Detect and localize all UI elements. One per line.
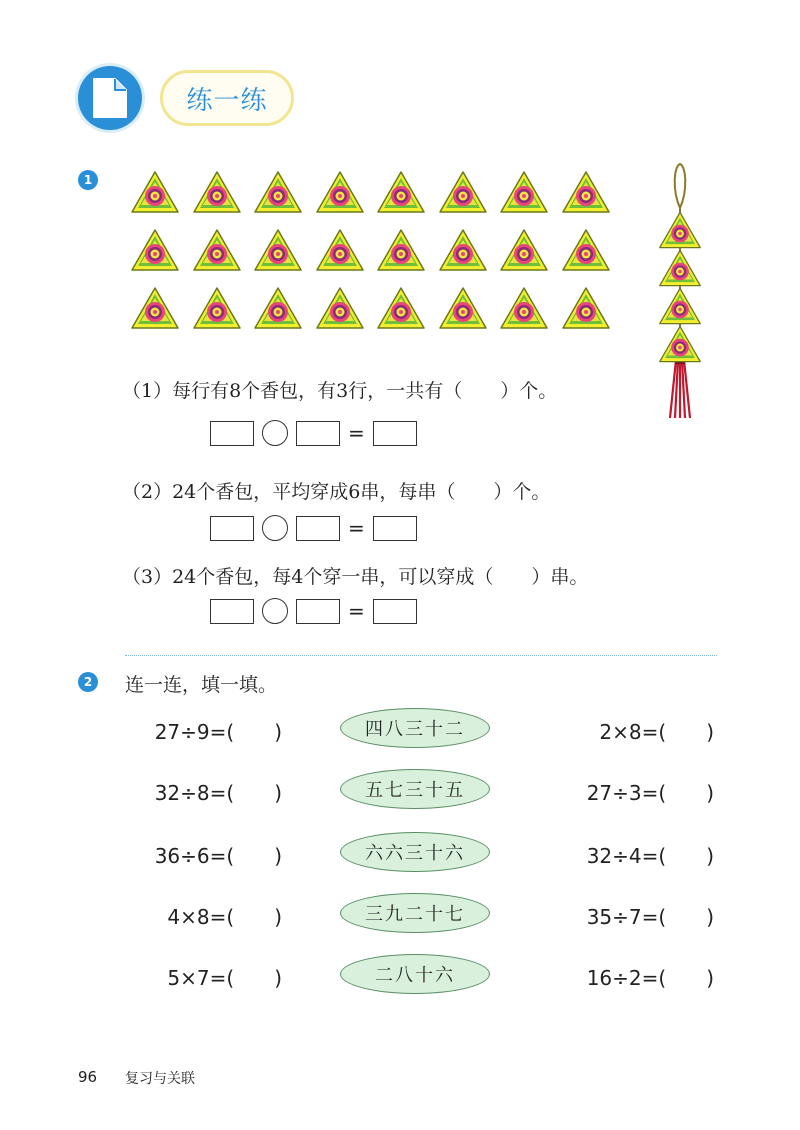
operator-circle[interactable]: [262, 420, 288, 446]
multiplication-rhyme[interactable]: 六六三十六: [340, 832, 490, 872]
section-name: 复习与关联: [125, 1071, 195, 1087]
document-icon: [78, 66, 142, 130]
equals-sign: =: [348, 599, 365, 623]
right-equation[interactable]: 16÷2=( ): [586, 966, 714, 990]
answer-box[interactable]: [296, 599, 340, 624]
multiplication-rhyme[interactable]: 四八三十二: [340, 708, 490, 748]
section-divider: [125, 655, 717, 656]
page-title: 练一练: [160, 70, 294, 126]
answer-box[interactable]: [373, 421, 417, 446]
exercise-2-title: 连一连，填一填。: [125, 674, 278, 696]
right-equation[interactable]: 27÷3=( ): [586, 781, 714, 805]
left-equation[interactable]: 27÷9=( ): [154, 720, 282, 744]
left-equation[interactable]: 36÷6=( ): [154, 844, 282, 868]
operator-circle[interactable]: [262, 515, 288, 541]
question-2-equation: [210, 515, 417, 541]
question-3-equation: [210, 598, 417, 624]
exercise-2-number: 2: [78, 672, 98, 692]
question-1-text: （1）每行有8个香包，有3行，一共有（ ）个。: [122, 380, 558, 402]
answer-box[interactable]: [210, 599, 254, 624]
right-equation[interactable]: 32÷4=( ): [586, 844, 714, 868]
left-equation[interactable]: 32÷8=( ): [154, 781, 282, 805]
sachet-grid: [130, 170, 610, 340]
operator-circle[interactable]: [262, 598, 288, 624]
multiplication-rhyme[interactable]: 五七三十五: [340, 769, 490, 809]
answer-box[interactable]: [373, 599, 417, 624]
sachet-string-charm: [650, 160, 710, 420]
question-3-text: （3）24个香包，每4个穿一串，可以穿成（ ）串。: [122, 566, 589, 588]
answer-box[interactable]: [296, 421, 340, 446]
exercise-1-number: 1: [78, 170, 98, 190]
answer-box[interactable]: [296, 516, 340, 541]
right-equation[interactable]: 2×8=( ): [599, 720, 714, 744]
answer-box[interactable]: [210, 516, 254, 541]
page-number: 96: [78, 1068, 98, 1086]
answer-box[interactable]: [373, 516, 417, 541]
left-equation[interactable]: 5×7=( ): [167, 966, 282, 990]
question-2-text: （2）24个香包，平均穿成6串，每串（ ）个。: [122, 481, 551, 503]
equals-sign: =: [348, 516, 365, 540]
right-equation[interactable]: 35÷7=( ): [586, 905, 714, 929]
charm-sachet-icon: [658, 324, 702, 368]
answer-box[interactable]: [210, 421, 254, 446]
question-1-equation: [210, 420, 417, 446]
left-equation[interactable]: 4×8=( ): [167, 905, 282, 929]
equals-sign: =: [348, 421, 365, 445]
multiplication-rhyme[interactable]: 三九二十七: [340, 893, 490, 933]
multiplication-rhyme[interactable]: 二八十六: [340, 954, 490, 994]
